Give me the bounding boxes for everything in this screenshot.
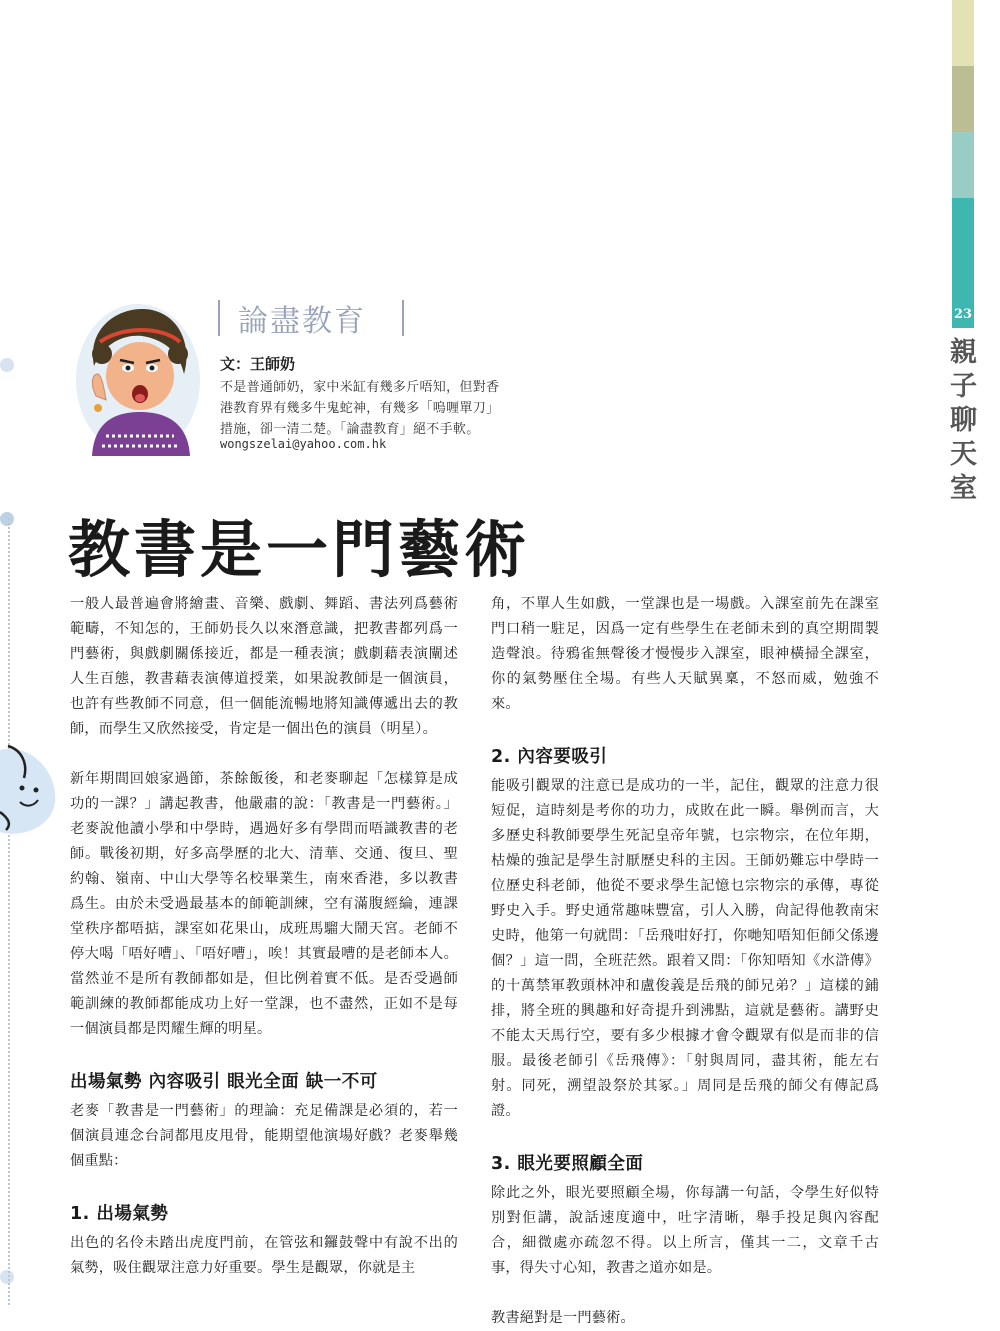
margin-dot [0,1270,14,1284]
author-avatar [72,296,204,458]
cartoon-face-icon [0,742,60,838]
paragraph: 老麥「教書是一門藝術」的理論：充足備課是必須的，若一個演員連念台詞都甩皮甩骨，能期望他演場好戲？老麥舉幾個重點： [70,1103,458,1169]
paragraph: 除此之外，眼光要照顧全場，你每講一句話，令學生好似特別對佢講，說話速度適中，吐字清晰，舉手投足與內容配合，細微處亦疏忽不得。以上所言，僅其一二，文章千古事，得失寸心知，教書之道亦如是。 [491,1185,879,1276]
author-email[interactable]: wongszelai@yahoo.com.hk [220,437,387,451]
subheading: 出場氣勢 內容吸引 眼光全面 缺一不可 [70,1072,378,1092]
bio-line: 措施，卻一清二楚。「論盡教育」絕不手軟。 [220,422,480,437]
page-number: 23 [952,302,974,328]
margin-dot [0,512,14,526]
margin-dotted-line [8,518,10,1305]
paragraph: 能吸引觀眾的注意已是成功的一半，記住，觀眾的注意力很短促，這時刻是考你的功力，成敗在此一瞬。舉例而言，大多歷史科教師要學生死記皇帝年號，乜宗物宗，在位年期，枯燥的強記是學生討厭歷史科的主因。王師奶難忘中學時一位歷史科老師，他從不要求學生記憶乜宗物宗的承傳，專從野史入手。野史通常趣味豐富，引人入勝，尙記得他教南宋史時，他第一句就問：「岳飛咁好打，你哋知唔知佢師父係邊個？」這一問，全班茫然。跟着又問：「你知唔知《水滸傳》的十萬禁軍教頭林冲和盧俊義是岳飛的師兄弟？」這樣的鋪排，將全班的興趣和好奇提升到沸點，這就是藝術。講野史不能太天馬行空，要有多少根據才會令觀眾有似是而非的信服。最後老師引《岳飛傳》：「射與周同，盡其術，能左右射。同死，溯望設祭於其冢。」周同是岳飛的師父有傳記爲證。 [491,778,879,1119]
bio-line: 不是普通師奶，家中米缸有幾多斤唔知，但對香 [220,380,500,395]
bio-line: 港教育界有幾多牛鬼蛇神，有幾多「嗚喱單刀」 [220,401,500,416]
edge-tab-1 [952,0,974,66]
paragraph: 教書絕對是一門藝術。 [491,1310,635,1326]
author-bio [220,377,560,440]
section-title: 親子聊天室 [950,337,977,504]
subheading: 1. 出場氣勢 [70,1204,169,1224]
article-column-left [70,592,458,1281]
paragraph: 新年期間回娘家過節，茶餘飯後，和老麥聊起「怎樣算是成功的一課？」講起教書，他嚴肅的說：「教書是一門藝術。」老麥說他讀小學和中學時，遇過好多有學問而唔識教書的老師。戰後初期，好多高學歷的北大、清華、交通、復旦、聖約翰、嶺南、中山大學等名校畢業生，南來香港，多以教書爲生。由於未受過最基本的師範訓練，空有滿腹經綸，連課堂秩序都唔掂，課室如花果山，成班馬騮大鬧天宮。老師不停大喝「唔好嘈」、「唔好嘈」，唉！其實最嘈的是老師本人。當然並不是所有教師都如是，但比例着實不低。是否受過師範訓練的教師都能成功上好一堂課，也不盡然，正如不是每一個演員都是閃耀生輝的明星。 [70,771,458,1037]
subheading: 3. 眼光要照顧全面 [491,1154,644,1174]
edge-tab-2 [952,66,974,132]
edge-tab-4 [952,198,974,302]
paragraph: 出色的名伶未踏出虎度門前，在管弦和鑼鼓聲中有說不出的氣勢，吸住觀眾注意力好重要。學生是觀眾，你就是主 [70,1235,458,1276]
paragraph: 角，不單人生如戲，一堂課也是一場戲。入課室前先在課室門口稍一駐足，因爲一定有些學生在老師未到的真空期間製造聲浪。待鴉雀無聲後才慢慢步入課室，眼神橫掃全課室，你的氣勢壓住全場。有些人天賦異稟，不怒而威，勉強不來。 [491,596,879,712]
margin-dot [0,358,14,372]
article-column-right [491,592,879,1331]
edge-tab-3 [952,132,974,198]
column-name: 論盡教育 [238,304,366,339]
article-title: 教書是一門藝術 [68,513,531,586]
byline: 文：王師奶 [220,355,296,373]
paragraph: 一般人最普遍會將繪畫、音樂、戲劇、舞蹈、書法列爲藝術範疇，不知怎的，王師奶長久以來潛意識，把教書都列爲一門藝術，與戲劇關係接近，都是一種表演；戲劇藉表演闡述人生百態，教書藉表演傳道授業，如果說教師是一個演員，也許有些教師不同意，但一個能流暢地將知識傳遞出去的教師，而學生又欣然接受，肯定是一個出色的演員（明星）。 [70,596,458,737]
subheading: 2. 內容要吸引 [491,747,608,767]
